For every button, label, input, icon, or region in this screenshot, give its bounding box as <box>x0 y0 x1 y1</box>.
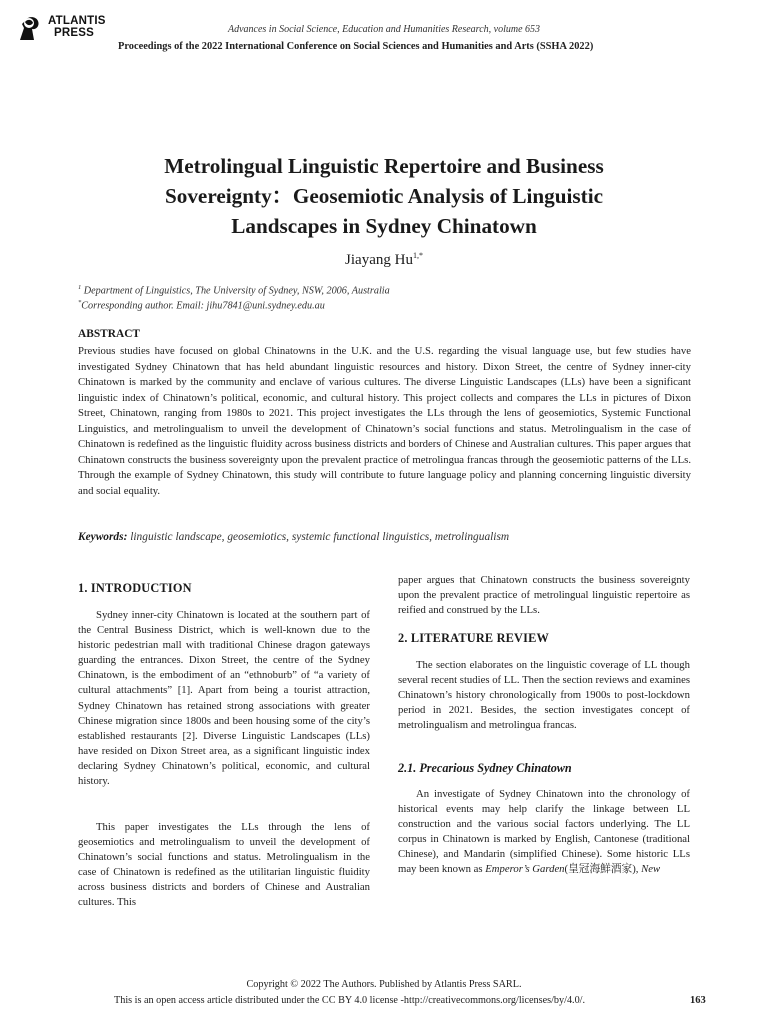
title-line-1: Metrolingual Linguistic Repertoire and Business <box>164 154 604 178</box>
section-2-heading: 2. LITERATURE REVIEW <box>398 631 550 645</box>
author-line <box>0 251 768 269</box>
keywords-text: linguistic landscape, geosemiotics, systemic functional linguistics, metrolingualism <box>130 531 510 543</box>
literature-paragraph-2-tail: , New <box>635 863 661 876</box>
page-number: 163 <box>690 995 706 1006</box>
paper-title <box>60 151 708 241</box>
corresponding-author <box>78 299 325 311</box>
logo-line-2: PRESS <box>54 27 94 39</box>
section-1-heading: 1. INTRODUCTION <box>78 581 192 595</box>
author-name: Jiayang Hu <box>345 252 413 268</box>
subsection-2-1-heading: 2.1. Precarious Sydney Chinatown <box>398 761 572 775</box>
proceedings-line: Proceedings of the 2022 International Conference on Social Sciences and Humanities and Arts (SSHA 2022) <box>118 41 594 52</box>
journal-name: Advances in Social Science, Education and Humanities Research, volume 653 <box>227 24 541 35</box>
copyright-line: Copyright © 2022 The Authors. Published by Atlantis Press SARL. <box>246 979 522 990</box>
affiliation-1-text: Department of Linguistics, The University of Sydney, NSW, 2006, Australia <box>83 285 390 297</box>
keywords-line <box>78 531 509 543</box>
literature-paragraph-1: The section elaborates on the linguistic coverage of LL though several recent studies of LL. Then the section reviews and examines Chinatown’s history chronologically from 1900s to post-lockdown period in 2021. Besides, the section investigates concept of metrolingualism and metrolingua francas. <box>398 659 690 732</box>
chinese-restaurant-name: (皇冠海鮮酒家) <box>564 863 636 876</box>
title-line-2: Sovereignty：Geosemiotic Analysis of Linguistic <box>164 184 604 208</box>
literature-paragraph-2 <box>398 787 690 878</box>
title-line-3: Landscapes in Sydney Chinatown <box>231 214 537 238</box>
logo-line-1: ATLANTIS <box>48 15 106 27</box>
intro-paragraph-2: This paper investigates the LLs through the lens of geosemiotics and metrolingualism to unveil the development of Chinatown’s social functions and status. Metrolingualism in the case of Chinatown is redefined as the utilitarian linguistic fluidity across business districts and borders of Chinese and Australian cultures. This <box>78 821 370 909</box>
corresponding-text: Corresponding author. Email: jihu7841@uni.sydney.edu.au <box>81 300 325 312</box>
abstract-heading: ABSTRACT <box>78 328 141 340</box>
abstract-text: Previous studies have focused on global Chinatowns in the U.K. and the U.S. regarding the visual language use, but few studies have investigated Sydney Chinatown that has held abundant linguistic resources and history. Dixon Street, the centre of Sydney inner-city Chinatown is marked by the community and enclave of various cultures. The diverse Linguistic Landscapes (LLs) have been a significant linguistic index of Chinatown’s political, economic, and cultural history. This project collects and compares the LLs in pictures of Dixon Street, Chinatown, ranging from 1980s to 2021. This project investigates the LLs through the lens of geosemiotics, Systemic Functional Linguistics, and metrolingualism to unveil the development of Chinatown’s social functions and status. Metrolingualism in the case of Chinatown is redefined as the linguistic fluidity across business districts and borders of Chinese and Australian cultures. This paper argues that Chinatown constructs the business sovereignty upon the prevalent practice of metrolingua francas through the geosemiotic patterns of the LLs. Through the example of Sydney Chinatown, this study will contribute to future language policy and planning concerning linguistic diversity and social equality. <box>78 345 691 497</box>
affiliation-1 <box>78 284 390 296</box>
license-line: This is an open access article distributed under the CC BY 4.0 license -http://creativecommons.org/licenses/by/4.0/. <box>114 995 586 1006</box>
intro-paragraph-continued: paper argues that Chinatown constructs the business sovereignty upon the prevalent practice of metrolingual linguistic repertoire as reified and construed by the LLs. <box>398 574 690 617</box>
emperors-garden-italic: Emperor’s Garden <box>485 863 565 876</box>
author-marks: 1,* <box>412 251 423 260</box>
journal-line <box>0 24 768 35</box>
keywords-label: Keywords: <box>78 531 128 543</box>
intro-paragraph-1: Sydney inner-city Chinatown is located at the southern part of the Central Business District, which is well-known due to the historic pedestrian mall with traditional Chinese dragon gateways guarding the entrances. Dixon Street, the centre of the Sydney Chinatown, is the embodiment of an “ethnoburb” of “a variety of cultural attachments” [1]. Apart from being a tourist attraction, Sydney Chinatown has retained strong associations with greater Chinese migration since 1800s and been housing some of the city’s established restaurants [2]. Diverse Linguistic Landscapes (LLs) have resided on Dixon Street area, as a significant linguistic index declaring Sydney Chinatown’s political, economic, and cultural history. <box>78 609 370 788</box>
literature-paragraph-2-text: An investigate of Sydney Chinatown into the chronology of historical events may help clarify the linkage between LL construction and the various social factors underlying. The LL corpus in Chinatown is marked by English, Cantonese (traditional Chinese), and Mandarin (simplified Chinese). Some historic LLs may been known as <box>398 788 690 876</box>
affiliation-1-mark: 1 <box>78 284 82 291</box>
corresponding-mark: * <box>78 299 82 306</box>
